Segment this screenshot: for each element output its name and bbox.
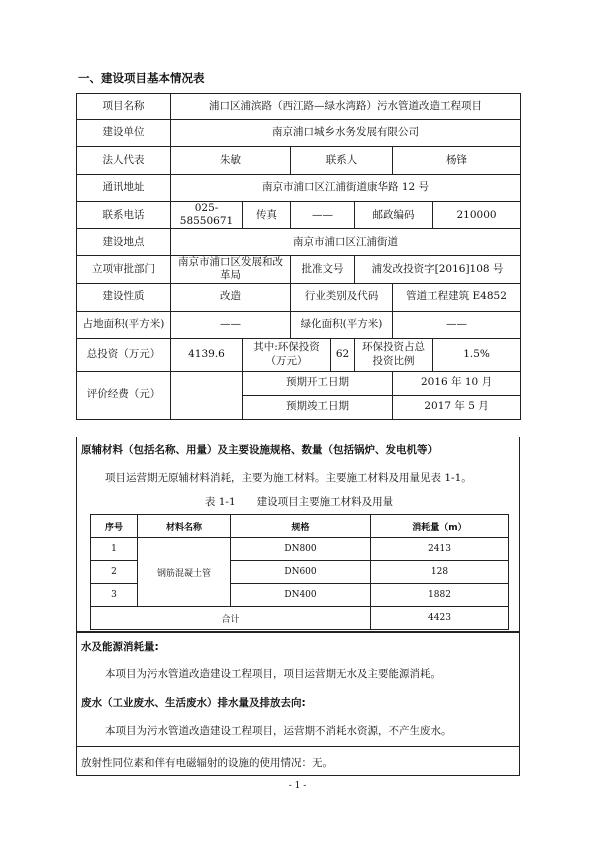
material-name: 钢筋混凝土管: [138, 538, 231, 607]
materials-text: 项目运营期无原辅材料消耗，主要为施工材料。主要施工材料及用量见表 1-1。: [105, 472, 472, 484]
row-spec: DN600: [231, 561, 371, 584]
col-header-qty: 消耗量（m）: [371, 515, 509, 538]
page-number: - 1 -: [288, 781, 307, 791]
table-row: [91, 538, 509, 561]
end-value: 2017 年 5 月: [393, 395, 521, 419]
row-site: [77, 229, 521, 256]
row-qty: 128: [371, 561, 509, 584]
materials-panel: [76, 437, 520, 632]
row-address: [77, 175, 521, 202]
materials-header-row: [91, 515, 509, 538]
nature-label: 建设性质: [77, 283, 171, 311]
row-fee-start: [77, 371, 521, 395]
postcode-label: 邮政编码: [355, 202, 433, 229]
invest-label: 总投资（万元）: [77, 338, 171, 371]
start-value: 2016 年 10 月: [393, 371, 521, 395]
area-value: ——: [171, 311, 291, 338]
waste-text: 本项目为污水管道改造建设工程项目，运营期不消耗水资源，不产生废水。: [105, 725, 452, 737]
row-area: [77, 311, 521, 338]
approval-dept-value: 南京市浦口区发展和改革局: [171, 256, 291, 283]
fee-label: 评价经费（元）: [77, 371, 171, 419]
nature-value: 改造: [171, 283, 291, 311]
radiation-text: 放射性同位素和伴有电磁辐射的设施的使用情况：无。: [81, 757, 333, 769]
row-nature: [77, 283, 521, 311]
legal-label: 法人代表: [77, 147, 171, 175]
area-label: 占地面积(平方米): [77, 311, 171, 338]
total-value: 4423: [371, 607, 509, 630]
row-approval: [77, 256, 521, 283]
green-value: ——: [393, 311, 521, 338]
industry-label: 行业类别及代码: [291, 283, 393, 311]
approval-dept-label: 立项审批部门: [77, 256, 171, 283]
invest-value: 4139.6: [171, 338, 243, 371]
phone-label: 联系电话: [77, 202, 171, 229]
water-panel: [76, 632, 520, 747]
address-value: 南京市浦口区江浦街道康华路 12 号: [171, 175, 521, 202]
total-label: 合计: [91, 607, 371, 630]
env-invest-label: 其中:环保投资（万元）: [243, 338, 331, 371]
fee-value: [171, 371, 243, 419]
fax-value: ——: [291, 202, 355, 229]
unit-value: 南京浦口城乡水务发展有限公司: [171, 120, 521, 147]
row-no: 3: [91, 584, 138, 607]
phone-value: 025-58550671: [171, 202, 243, 229]
contact-value: 杨锋: [393, 147, 521, 175]
address-label: 通讯地址: [77, 175, 171, 202]
postcode-value: 210000: [433, 202, 521, 229]
radiation-panel: [76, 746, 520, 776]
legal-value: 朱敏: [171, 147, 291, 175]
approval-no-label: 批准文号: [291, 256, 355, 283]
industry-value: 管道工程建筑 E4852: [393, 283, 521, 311]
env-ratio-label: 环保投资占总投资比例: [355, 338, 433, 371]
row-spec: DN400: [231, 584, 371, 607]
col-header-material: 材料名称: [138, 515, 231, 538]
row-spec: DN800: [231, 538, 371, 561]
row-unit: [77, 120, 521, 147]
materials-table: [90, 514, 509, 630]
row-legal: [77, 147, 521, 175]
project-info-table: [76, 93, 521, 420]
row-no: 2: [91, 561, 138, 584]
env-invest-value: 62: [331, 338, 355, 371]
row-phone: [77, 202, 521, 229]
approval-no-value: 浦发改投资字[2016]108 号: [355, 256, 521, 283]
row-qty: 2413: [371, 538, 509, 561]
project-name-value: 浦口区浦滨路（西江路—绿水湾路）污水管道改造工程项目: [171, 94, 521, 120]
waste-heading: 废水（工业废水、生活废水）排水量及排放去向:: [81, 697, 306, 709]
env-ratio-value: 1.5%: [433, 338, 521, 371]
unit-label: 建设单位: [77, 120, 171, 147]
col-header-spec: 规格: [231, 515, 371, 538]
row-project-name: [77, 94, 521, 120]
total-row: [91, 607, 509, 630]
water-text: 本项目为污水管道改造建设工程项目，项目运营期无水及主要能源消耗。: [105, 668, 441, 680]
contact-label: 联系人: [291, 147, 393, 175]
row-no: 1: [91, 538, 138, 561]
row-qty: 1882: [371, 584, 509, 607]
site-value: 南京市浦口区江浦街道: [171, 229, 521, 256]
project-name-label: 项目名称: [77, 94, 171, 120]
col-header-no: 序号: [91, 515, 138, 538]
section-title: 一、建设项目基本情况表: [78, 71, 205, 85]
start-label: 预期开工日期: [243, 371, 393, 395]
end-label: 预期竣工日期: [243, 395, 393, 419]
table-caption: 表 1-1 建设项目主要施工材料及用量: [204, 496, 394, 508]
fax-label: 传真: [243, 202, 291, 229]
water-heading: 水及能源消耗量:: [81, 641, 159, 653]
materials-heading: 原辅材料（包括名称、用量）及主要设施规格、数量（包括锅炉、发电机等）: [81, 444, 438, 456]
site-label: 建设地点: [77, 229, 171, 256]
green-label: 绿化面积(平方米): [291, 311, 393, 338]
row-invest: [77, 338, 521, 371]
